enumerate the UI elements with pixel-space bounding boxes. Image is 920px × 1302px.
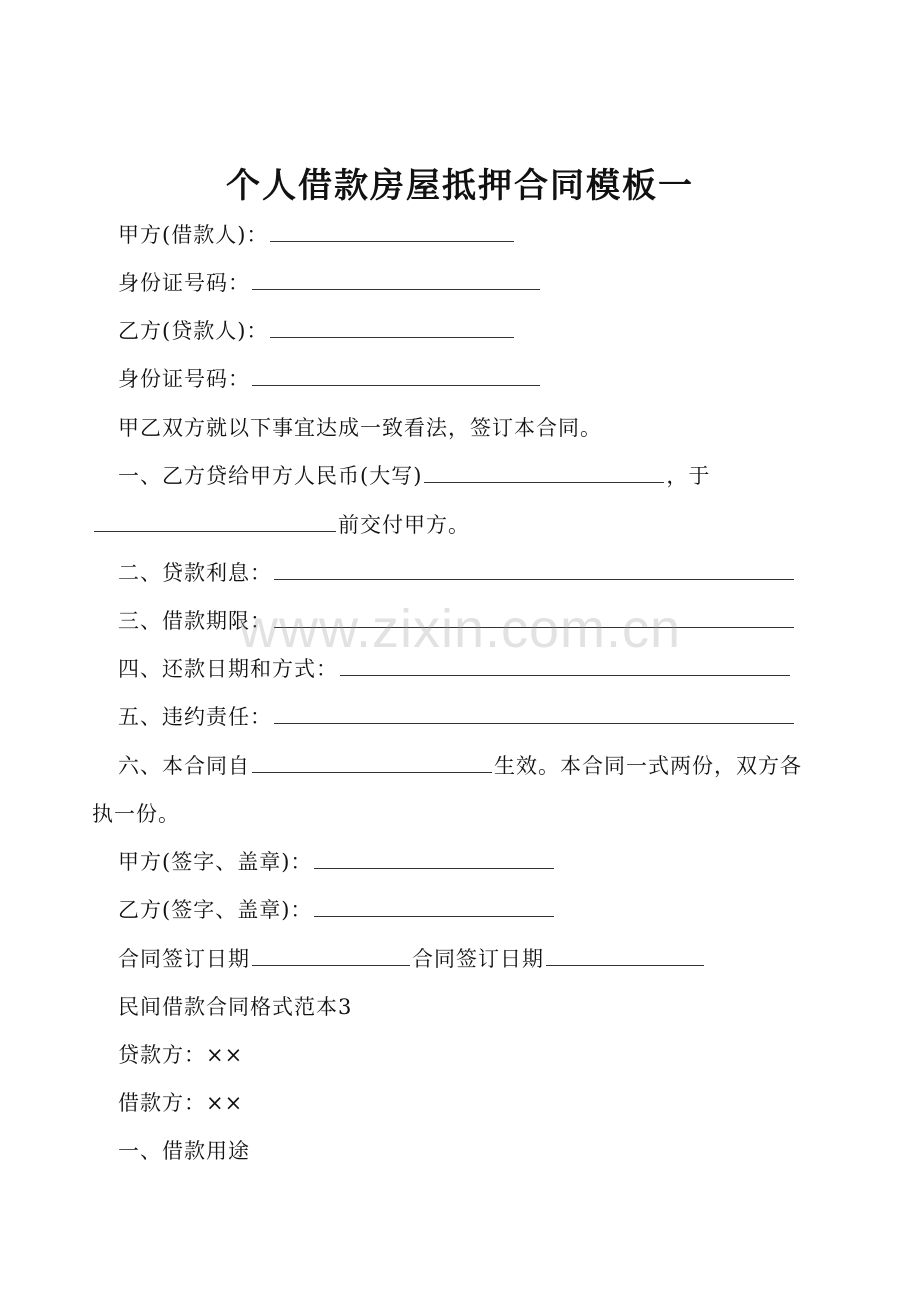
sign-date-label-a: 合同签订日期 [118,947,250,971]
sign-date-line [118,944,706,974]
clause-2-label: 二、贷款利息： [118,561,272,585]
party-b-id-line [118,364,542,394]
party-a-id-blank [252,269,540,290]
watermark-text: www.zixin.com.cn [238,599,682,659]
clause-6-cont-line: 执一份。 [92,802,180,826]
clause-1-cont-line [92,510,470,540]
document-title: 个人借款房屋抵押合同模板一 [226,166,694,206]
sign-party-b-label: 乙方(签字、盖章)： [118,898,313,922]
clause-4-label: 四、还款日期和方式： [118,657,338,681]
party-a-line [118,220,516,250]
borrower-line: 借款方：×× [118,1091,244,1115]
clause-1-line [118,461,710,491]
party-a-label: 甲方(借款人)： [118,223,269,247]
clause-2-line [118,558,796,588]
sign-party-b-line [118,895,556,925]
clause-6-text-b: 生效。本合同一式两份，双方各 [494,754,802,778]
clause-1-text-c: 前交付甲方。 [338,513,470,537]
sign-party-a-line [118,847,556,877]
party-b-blank [270,317,514,338]
clause-2-blank [274,559,794,580]
party-b-id-blank [252,365,540,386]
clause-1-amount-blank [424,462,664,483]
sign-party-a-blank [314,848,554,869]
party-a-blank [270,221,514,242]
lender-line: 贷款方：×× [118,1043,244,1067]
clause-6-line [118,751,802,781]
clause-4-blank [340,655,790,676]
clause-5-label: 五、违约责任： [118,705,272,729]
party-b-label: 乙方(贷款人)： [118,319,269,343]
party-a-id-line [118,268,542,298]
sign-date-blank-a [252,945,410,966]
clause-1-date-blank [94,511,336,532]
sign-date-label-b: 合同签订日期 [412,947,544,971]
clause-5-line [118,702,796,732]
clause-3-blank [274,607,794,628]
purpose-heading: 一、借款用途 [118,1139,250,1163]
clause-6-blank [252,752,492,773]
clause-1-text: 一、乙方贷给甲方人民币(大写) [118,464,423,488]
clause-4-line [118,654,792,684]
sign-party-b-blank [314,896,554,917]
party-a-id-label: 身份证号码： [118,271,250,295]
clause-1-text-b: ，于 [666,464,711,488]
template-3-heading: 民间借款合同格式范本3 [118,995,353,1019]
clause-3-label: 三、借款期限： [118,609,272,633]
agreement-line: 甲乙双方就以下事宜达成一致看法，签订本合同。 [118,416,602,440]
party-b-id-label: 身份证号码： [118,367,250,391]
clause-5-blank [274,703,794,724]
sign-party-a-label: 甲方(签字、盖章)： [118,850,313,874]
sign-date-blank-b [546,945,704,966]
clause-3-line [118,606,796,636]
clause-6-text: 六、本合同自 [118,754,250,778]
party-b-line [118,316,516,346]
